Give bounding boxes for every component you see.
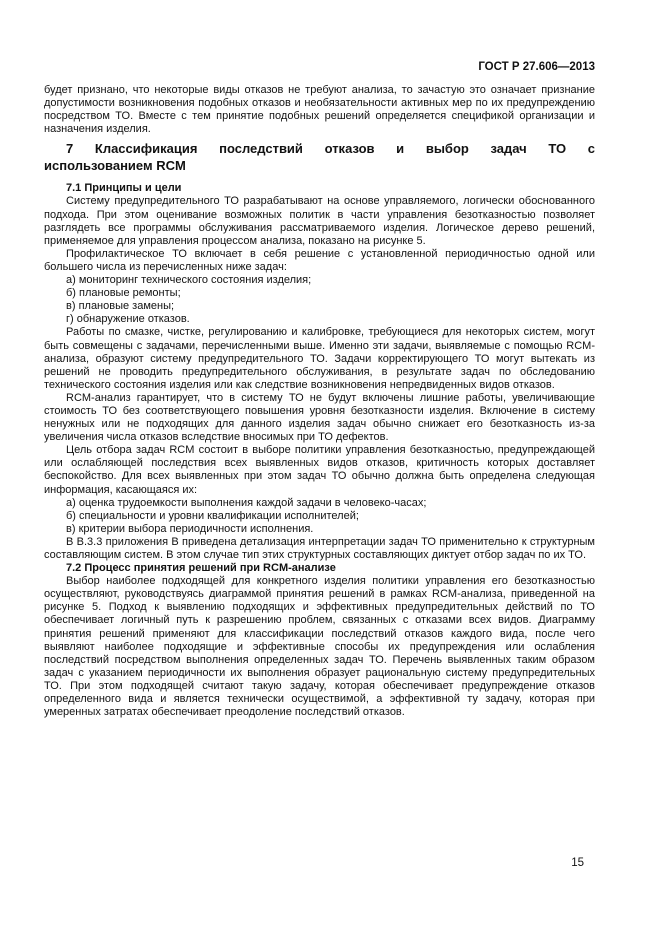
- document-body: [44, 84, 595, 719]
- list-item: а) мониторинг технического состояния изделия;: [66, 274, 312, 287]
- page-number: 15: [571, 857, 584, 869]
- list-item: б) плановые ремонты;: [66, 287, 181, 300]
- list-item: в) плановые замены;: [66, 300, 175, 313]
- list-item: б) специальности и уровни квалификации исполнителей;: [66, 509, 359, 522]
- section-heading-line: 7 Классификация последствий отказов и выбор задач ТО с: [66, 141, 595, 157]
- standard-number: ГОСТ Р 27.606—2013: [478, 61, 595, 73]
- document-header: [44, 61, 595, 74]
- paragraph: Выбор наиболее подходящей для конкретного изделия политики управления его безотказностью осуществляют, руководствуясь диаграммой принятия решений в рамках RCM-анализа, приведенной на рисунке 5. Подход к выявлению подходящих и эффективных предупредительных действий по ТО обеспечивает логичный путь к разрешению проблем, связанных с отказами всех видов. Диаграмму принятия решений применяют для классификации последствий отказов каждого вида, после чего выявляют наиболее подходящие и эффективные способы их предупреждения или ослабления последствий посредством выполнения определенных задач ТО. Перечень выявленных таким образом задач с указанием периодичности их выполнения образует рациональную систему предупредительных ТО. При этом подходящей считают такую задачу, которая обеспечивает предупреждение отказов определенного вида и является технически осуществимой, а эффективной ту задачу, которая при умеренных затратах обеспечивает преодоление последствий отказов.: [44, 575, 595, 719]
- section-heading-line: использованием RCM: [44, 157, 186, 173]
- subsection-heading: 7.2 Процесс принятия решений при RCM-анализе: [66, 562, 336, 575]
- paragraph: будет признано, что некоторые виды отказов не требуют анализа, то зачастую это означает признание допустимости возникновения подобных отказов и необязательности активных мер по их предупреждению посредством ТО. Вместе с тем принятие подобных решений определяется спецификой организации и назначения изделия.: [44, 84, 595, 136]
- list-item: в) критерии выбора периодичности исполнения.: [66, 522, 314, 535]
- paragraph: В В.3.3 приложения В приведена детализация интерпретации задач ТО применительно к структурным составляющим систем. В этом случае тип этих структурных составляющих диктует отбор задач по их ТО.: [44, 535, 595, 561]
- subsection-heading: 7.1 Принципы и цели: [66, 182, 182, 195]
- paragraph: Систему предупредительного ТО разрабатывают на основе управляемого, логически обоснованного подхода. При этом оценивание возможных политик в части управления безотказностью позволяет разглядеть все программы обслуживания рассматриваемого изделия. Логическое дерево решений, применяемое для управления процессом анализа, показано на рисунке 5.: [44, 195, 595, 247]
- paragraph: Цель отбора задач RCM состоит в выборе политики управления безотказностью, предупреждающей или ослабляющей последствия всех выявленных видов отказов, критичность которых доставляет беспокойство. Для всех выявленных при этом задач ТО обычно должна быть определена следующая информация, касающаяся их:: [44, 444, 595, 496]
- paragraph: Работы по смазке, чистке, регулированию и калибровке, требующиеся для некоторых систем, могут быть совмещены с задачами, перечисленными выше. Именно эти задачи, выявляемые с помощью RCM-анализа, образуют систему предупредительного ТО. Задачи корректирующего ТО могут вытекать из решений не проводить предупредительного обслуживания, в результате задач по обследованию технического состояния изделия или как следствие возникновения непредвиденных видов отказов.: [44, 326, 595, 391]
- paragraph: Профилактическое ТО включает в себя решение с установленной периодичностью одной или большего числа из перечисленных ниже задач:: [44, 247, 595, 273]
- page-footer: [44, 857, 584, 870]
- section-heading: [44, 141, 595, 174]
- list-item: г) обнаружение отказов.: [66, 313, 190, 326]
- list-item: а) оценка трудоемкости выполнения каждой задачи в человеко-часах;: [66, 496, 427, 509]
- paragraph: RCM-анализ гарантирует, что в систему ТО не будут включены лишние работы, увеличивающие стоимость ТО без соответствующего повышения уровня безотказности изделия. Включение в систему ненужных или не подходящих для данного изделия задач обычно снижает его безотказность из-за увеличения числа отказов вследствие вносимых при ТО дефектов.: [44, 391, 595, 444]
